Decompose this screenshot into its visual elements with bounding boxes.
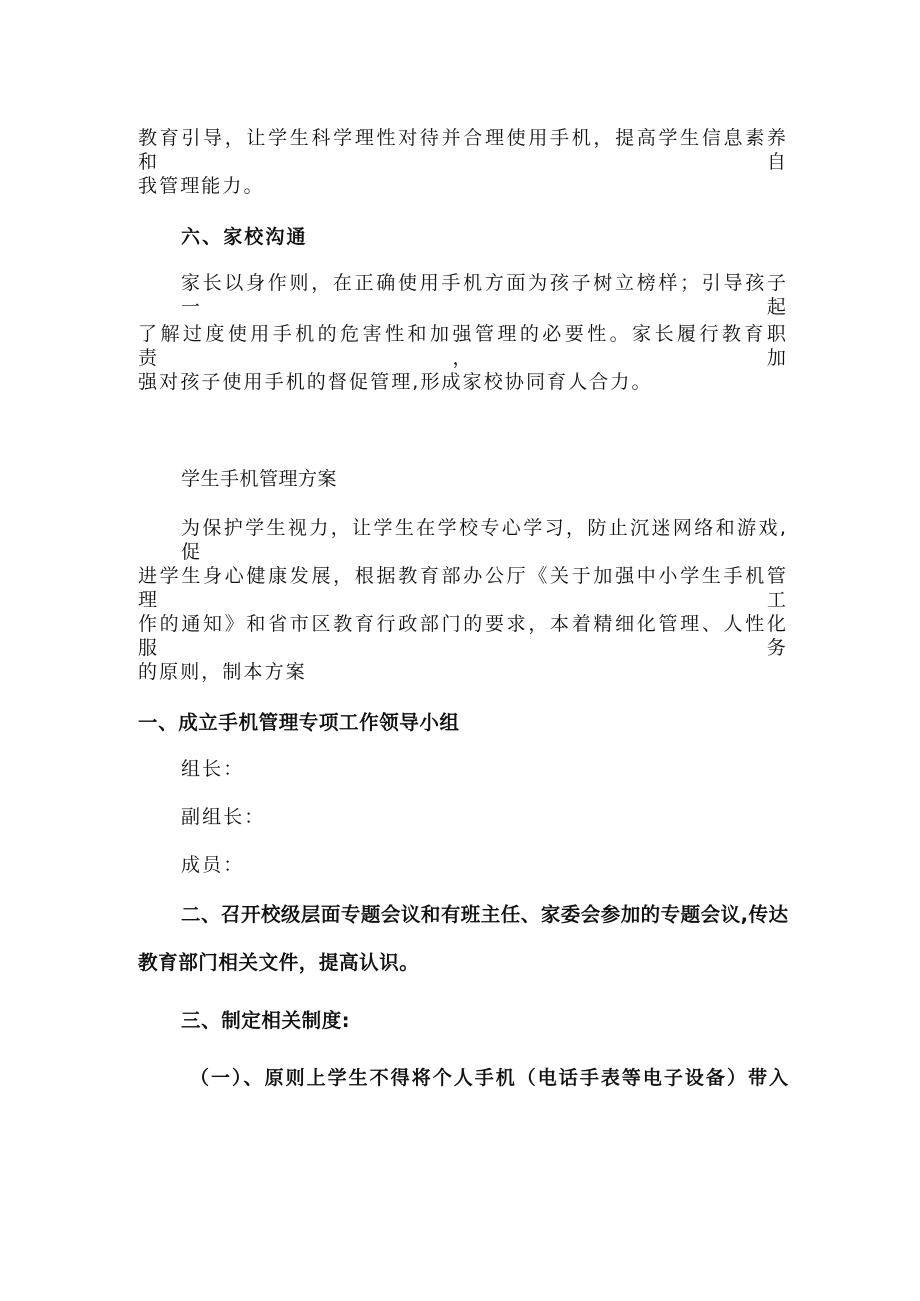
section-heading-leadership-group: 一、成立手机管理专项工作领导小组 bbox=[138, 711, 460, 734]
members-label: 成员： bbox=[181, 854, 245, 876]
document-title: 学生手机管理方案 bbox=[181, 468, 338, 490]
section-heading-home-school: 六、家校沟通 bbox=[181, 226, 308, 248]
paragraph-line: 的原则，制本方案 bbox=[138, 661, 307, 683]
rule-item-1: （一）、原则上学生不得将个人手机（电话手表等电子设备）带入 bbox=[190, 1067, 788, 1089]
paragraph-line: 为保护学生视力，让学生在学校专心学习，防止沉迷网络和游戏,促 bbox=[181, 517, 788, 563]
deputy-leader-label: 副组长： bbox=[181, 806, 266, 828]
paragraph-line: 教育引导，让学生科学理性对待并合理使用手机，提高学生信息素养和自 bbox=[138, 127, 788, 173]
paragraph-line: 进学生身心健康发展，根据教育部办公厅《关于加强中小学生手机管理工 bbox=[138, 565, 788, 611]
paragraph-line: 强对孩子使用手机的督促管理,形成家校协同育人合力。 bbox=[138, 371, 653, 393]
group-leader-label: 组长： bbox=[181, 758, 245, 780]
section-heading-rules: 三、制定相关制度: bbox=[181, 1009, 351, 1032]
paragraph-line: 我管理能力。 bbox=[138, 175, 265, 197]
paragraph-line: 了解过度使用手机的危害性和加强管理的必要性。家长履行教育职责，加 bbox=[138, 323, 788, 369]
paragraph-line: 作的通知》和省市区教育行政部门的要求，本着精细化管理、人性化服务 bbox=[138, 613, 788, 659]
paragraph-line: 家长以身作则，在正确使用手机方面为孩子树立榜样；引导孩子一起 bbox=[181, 272, 788, 318]
section-heading-meetings: 二、召开校级层面专题会议和有班主任、家委会参加的专题会议,传达 bbox=[181, 903, 788, 926]
section-heading-meetings-cont: 教育部门相关文件，提高认识。 bbox=[138, 951, 420, 974]
